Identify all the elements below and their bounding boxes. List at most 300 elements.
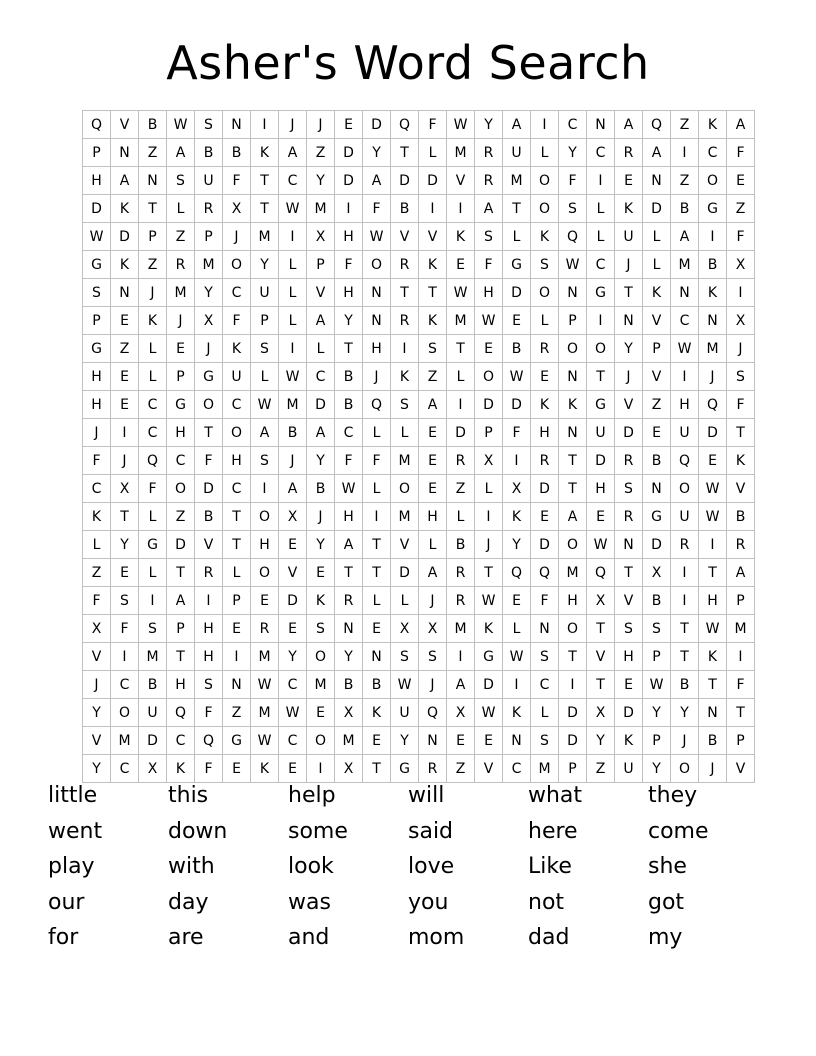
grid-cell: A — [335, 531, 363, 559]
grid-cell: O — [671, 475, 699, 503]
grid-cell: O — [531, 195, 559, 223]
grid-cell: R — [671, 531, 699, 559]
grid-cell: H — [475, 279, 503, 307]
grid-cell: H — [167, 671, 195, 699]
grid-cell: N — [531, 615, 559, 643]
grid-cell: W — [279, 699, 307, 727]
grid-row — [83, 111, 755, 139]
grid-cell: F — [363, 195, 391, 223]
grid-cell: J — [363, 363, 391, 391]
grid-cell: B — [335, 391, 363, 419]
grid-cell: S — [559, 195, 587, 223]
grid-cell: J — [167, 307, 195, 335]
grid-cell: E — [223, 615, 251, 643]
grid-cell: W — [699, 615, 727, 643]
grid-cell: E — [475, 727, 503, 755]
grid-cell: R — [391, 307, 419, 335]
word-list-item: come — [648, 818, 709, 844]
grid-cell: G — [139, 531, 167, 559]
grid-cell: O — [223, 251, 251, 279]
grid-cell: H — [195, 643, 223, 671]
grid-cell: X — [223, 195, 251, 223]
grid-cell: S — [251, 335, 279, 363]
grid-cell: K — [699, 279, 727, 307]
grid-cell: J — [475, 531, 503, 559]
grid-cell: T — [503, 195, 531, 223]
grid-cell: K — [447, 223, 475, 251]
grid-cell: R — [195, 559, 223, 587]
grid-cell: I — [307, 755, 335, 783]
grid-cell: O — [531, 279, 559, 307]
grid-cell: E — [419, 475, 447, 503]
grid-cell: L — [531, 307, 559, 335]
word-list — [48, 778, 788, 956]
grid-cell: E — [279, 531, 307, 559]
grid-row — [83, 335, 755, 363]
word-list-item: help — [288, 783, 336, 808]
grid-cell: C — [587, 139, 615, 167]
grid-cell: R — [335, 587, 363, 615]
grid-cell: L — [391, 419, 419, 447]
grid-cell: H — [559, 587, 587, 615]
grid-cell: L — [447, 503, 475, 531]
grid-cell: W — [559, 251, 587, 279]
grid-cell: L — [167, 195, 195, 223]
grid-cell: O — [587, 335, 615, 363]
grid-cell: T — [391, 279, 419, 307]
grid-cell: G — [643, 503, 671, 531]
grid-cell: A — [419, 391, 447, 419]
grid-cell: B — [363, 671, 391, 699]
grid-cell: N — [223, 671, 251, 699]
grid-cell: F — [419, 111, 447, 139]
grid-cell: N — [335, 615, 363, 643]
grid-cell: M — [727, 615, 755, 643]
grid-cell: Y — [307, 531, 335, 559]
grid-cell: K — [699, 111, 727, 139]
grid-cell: O — [475, 363, 503, 391]
grid-cell: Y — [475, 111, 503, 139]
grid-cell: R — [391, 251, 419, 279]
grid-cell: R — [167, 251, 195, 279]
grid-cell: M — [195, 251, 223, 279]
grid-cell: Q — [83, 111, 111, 139]
grid-cell: B — [335, 363, 363, 391]
word-list-item: went — [48, 818, 103, 844]
grid-cell: H — [83, 363, 111, 391]
grid-cell: P — [559, 755, 587, 783]
grid-cell: E — [419, 447, 447, 475]
grid-cell: X — [503, 475, 531, 503]
grid-cell: J — [279, 111, 307, 139]
grid-cell: W — [251, 671, 279, 699]
grid-cell: A — [167, 139, 195, 167]
grid-cell: T — [167, 559, 195, 587]
grid-cell: O — [111, 699, 139, 727]
grid-cell: L — [475, 475, 503, 503]
grid-cell: J — [279, 447, 307, 475]
grid-cell: J — [139, 279, 167, 307]
grid-cell: H — [335, 279, 363, 307]
grid-cell: W — [167, 111, 195, 139]
grid-cell: M — [447, 615, 475, 643]
grid-cell: H — [335, 223, 363, 251]
grid-row — [83, 195, 755, 223]
grid-cell: L — [139, 335, 167, 363]
grid-cell: Q — [503, 559, 531, 587]
grid-cell: Y — [363, 139, 391, 167]
grid-cell: L — [139, 363, 167, 391]
grid-cell: D — [279, 587, 307, 615]
grid-row — [83, 503, 755, 531]
grid-cell: V — [195, 531, 223, 559]
grid-cell: C — [335, 419, 363, 447]
grid-cell: T — [727, 699, 755, 727]
grid-cell: M — [251, 643, 279, 671]
grid-cell: K — [391, 363, 419, 391]
grid-cell: Z — [671, 111, 699, 139]
grid-cell: S — [531, 727, 559, 755]
grid-cell: Y — [391, 727, 419, 755]
grid-cell: U — [251, 279, 279, 307]
grid-cell: P — [475, 419, 503, 447]
grid-cell: T — [559, 475, 587, 503]
grid-cell: A — [727, 111, 755, 139]
grid-cell: A — [363, 167, 391, 195]
grid-cell: R — [447, 559, 475, 587]
grid-cell: W — [251, 727, 279, 755]
grid-cell: X — [279, 503, 307, 531]
grid-cell: Y — [643, 699, 671, 727]
grid-cell: A — [251, 419, 279, 447]
grid-cell: I — [139, 587, 167, 615]
grid-cell: R — [531, 447, 559, 475]
grid-cell: J — [671, 727, 699, 755]
grid-cell: X — [447, 699, 475, 727]
grid-row — [83, 531, 755, 559]
grid-cell: B — [139, 111, 167, 139]
grid-cell: W — [699, 503, 727, 531]
grid-cell: L — [503, 615, 531, 643]
grid-cell: H — [699, 587, 727, 615]
grid-cell: D — [111, 223, 139, 251]
grid-cell: K — [83, 503, 111, 531]
grid-cell: M — [111, 727, 139, 755]
letter-grid — [82, 110, 755, 783]
grid-cell: Z — [139, 139, 167, 167]
grid-cell: I — [587, 307, 615, 335]
grid-cell: A — [475, 195, 503, 223]
grid-cell: V — [83, 727, 111, 755]
grid-cell: P — [307, 251, 335, 279]
grid-cell: L — [419, 139, 447, 167]
grid-cell: Y — [335, 643, 363, 671]
grid-cell: C — [111, 755, 139, 783]
grid-cell: T — [251, 167, 279, 195]
grid-cell: S — [307, 615, 335, 643]
grid-cell: W — [503, 643, 531, 671]
grid-cell: T — [587, 671, 615, 699]
letter-grid-body — [83, 111, 755, 783]
word-list-item: with — [168, 854, 215, 879]
grid-cell: K — [307, 587, 335, 615]
grid-row — [83, 223, 755, 251]
grid-cell: Q — [167, 699, 195, 727]
grid-cell: W — [587, 531, 615, 559]
grid-cell: E — [419, 419, 447, 447]
grid-cell: O — [559, 335, 587, 363]
grid-row — [83, 447, 755, 475]
grid-cell: D — [447, 419, 475, 447]
grid-cell: A — [279, 139, 307, 167]
grid-cell: X — [643, 559, 671, 587]
grid-cell: A — [643, 139, 671, 167]
grid-cell: T — [223, 531, 251, 559]
grid-cell: T — [475, 559, 503, 587]
grid-cell: D — [615, 699, 643, 727]
grid-cell: R — [447, 587, 475, 615]
grid-cell: P — [559, 307, 587, 335]
grid-cell: T — [559, 447, 587, 475]
grid-cell: N — [559, 363, 587, 391]
grid-cell: C — [223, 391, 251, 419]
grid-cell: X — [391, 615, 419, 643]
grid-cell: W — [475, 587, 503, 615]
grid-cell: U — [671, 419, 699, 447]
grid-cell: G — [83, 251, 111, 279]
grid-cell: O — [223, 419, 251, 447]
grid-cell: I — [671, 363, 699, 391]
grid-cell: J — [727, 335, 755, 363]
grid-cell: X — [335, 755, 363, 783]
grid-cell: W — [671, 335, 699, 363]
grid-cell: Q — [419, 699, 447, 727]
grid-cell: V — [475, 755, 503, 783]
grid-cell: Q — [363, 391, 391, 419]
grid-cell: T — [587, 363, 615, 391]
grid-cell: E — [699, 447, 727, 475]
grid-cell: J — [223, 223, 251, 251]
grid-cell: F — [531, 587, 559, 615]
grid-cell: D — [475, 391, 503, 419]
grid-cell: S — [139, 615, 167, 643]
grid-cell: Y — [83, 699, 111, 727]
grid-cell: O — [167, 475, 195, 503]
grid-row — [83, 167, 755, 195]
grid-cell: G — [587, 391, 615, 419]
grid-cell: V — [391, 531, 419, 559]
grid-cell: G — [503, 251, 531, 279]
grid-cell: A — [111, 167, 139, 195]
grid-cell: M — [559, 559, 587, 587]
grid-cell: D — [419, 167, 447, 195]
grid-cell: A — [615, 111, 643, 139]
grid-cell: S — [83, 279, 111, 307]
grid-cell: X — [83, 615, 111, 643]
word-list-item: play — [48, 854, 95, 879]
grid-cell: O — [559, 615, 587, 643]
grid-cell: I — [111, 643, 139, 671]
grid-cell: Z — [671, 167, 699, 195]
grid-cell: G — [475, 643, 503, 671]
grid-row — [83, 727, 755, 755]
grid-cell: R — [195, 195, 223, 223]
word-list-item: this — [168, 783, 209, 808]
grid-cell: R — [475, 139, 503, 167]
grid-cell: Q — [587, 559, 615, 587]
grid-cell: D — [587, 447, 615, 475]
grid-cell: J — [195, 335, 223, 363]
grid-cell: L — [279, 279, 307, 307]
grid-cell: N — [419, 727, 447, 755]
grid-cell: O — [671, 755, 699, 783]
grid-cell: M — [251, 223, 279, 251]
grid-cell: T — [447, 335, 475, 363]
grid-cell: O — [559, 531, 587, 559]
grid-cell: H — [531, 419, 559, 447]
word-list-item: you — [408, 889, 449, 915]
grid-cell: D — [699, 419, 727, 447]
grid-cell: S — [419, 335, 447, 363]
grid-cell: K — [615, 727, 643, 755]
grid-cell: T — [727, 419, 755, 447]
grid-cell: K — [111, 195, 139, 223]
grid-cell: U — [195, 167, 223, 195]
grid-cell: K — [503, 503, 531, 531]
grid-cell: T — [699, 559, 727, 587]
grid-cell: S — [615, 475, 643, 503]
grid-cell: S — [251, 447, 279, 475]
grid-cell: O — [307, 643, 335, 671]
grid-cell: M — [671, 251, 699, 279]
grid-cell: I — [447, 391, 475, 419]
grid-cell: Z — [167, 503, 195, 531]
grid-cell: D — [615, 419, 643, 447]
grid-cell: D — [195, 475, 223, 503]
grid-cell: W — [643, 671, 671, 699]
grid-cell: L — [419, 531, 447, 559]
grid-cell: E — [279, 615, 307, 643]
grid-cell: F — [559, 167, 587, 195]
grid-cell: H — [671, 391, 699, 419]
grid-cell: C — [671, 307, 699, 335]
word-list-item: and — [288, 925, 330, 950]
grid-cell: P — [139, 223, 167, 251]
grid-cell: U — [139, 699, 167, 727]
grid-cell: X — [727, 251, 755, 279]
grid-row — [83, 307, 755, 335]
grid-cell: C — [587, 251, 615, 279]
grid-cell: E — [307, 699, 335, 727]
grid-cell: A — [671, 223, 699, 251]
grid-cell: T — [223, 503, 251, 531]
grid-cell: P — [727, 587, 755, 615]
grid-cell: F — [727, 671, 755, 699]
grid-cell: C — [531, 671, 559, 699]
grid-cell: K — [167, 755, 195, 783]
grid-cell: E — [111, 363, 139, 391]
grid-cell: I — [195, 587, 223, 615]
grid-cell: I — [503, 671, 531, 699]
grid-cell: V — [615, 391, 643, 419]
grid-row — [83, 671, 755, 699]
grid-cell: B — [643, 447, 671, 475]
grid-cell: W — [335, 475, 363, 503]
grid-cell: E — [643, 419, 671, 447]
grid-cell: X — [335, 699, 363, 727]
grid-cell: R — [615, 139, 643, 167]
grid-cell: I — [279, 335, 307, 363]
grid-cell: I — [671, 587, 699, 615]
grid-cell: U — [391, 699, 419, 727]
grid-cell: W — [447, 279, 475, 307]
grid-cell: E — [279, 755, 307, 783]
grid-cell: M — [391, 503, 419, 531]
grid-cell: E — [503, 587, 531, 615]
grid-cell: S — [727, 363, 755, 391]
grid-cell: H — [587, 475, 615, 503]
grid-cell: C — [83, 475, 111, 503]
grid-cell: M — [447, 307, 475, 335]
grid-cell: L — [587, 195, 615, 223]
grid-cell: Y — [671, 699, 699, 727]
grid-cell: N — [643, 475, 671, 503]
grid-cell: D — [391, 559, 419, 587]
grid-cell: U — [587, 419, 615, 447]
grid-cell: F — [363, 447, 391, 475]
grid-cell: I — [727, 643, 755, 671]
grid-cell: I — [419, 195, 447, 223]
grid-cell: L — [363, 419, 391, 447]
grid-cell: F — [111, 615, 139, 643]
grid-cell: P — [643, 335, 671, 363]
grid-cell: E — [615, 671, 643, 699]
grid-cell: X — [587, 587, 615, 615]
grid-cell: Y — [83, 755, 111, 783]
grid-cell: D — [559, 727, 587, 755]
grid-cell: O — [307, 727, 335, 755]
grid-cell: D — [307, 391, 335, 419]
grid-cell: C — [279, 671, 307, 699]
grid-cell: J — [83, 671, 111, 699]
grid-cell: H — [195, 615, 223, 643]
grid-cell: Z — [419, 363, 447, 391]
grid-cell: V — [727, 755, 755, 783]
grid-cell: D — [643, 531, 671, 559]
grid-cell: R — [615, 447, 643, 475]
grid-cell: F — [139, 475, 167, 503]
grid-cell: C — [167, 447, 195, 475]
grid-cell: E — [475, 335, 503, 363]
grid-cell: U — [615, 755, 643, 783]
grid-cell: S — [475, 223, 503, 251]
grid-cell: D — [83, 195, 111, 223]
grid-cell: A — [307, 307, 335, 335]
grid-cell: E — [587, 503, 615, 531]
grid-cell: E — [447, 727, 475, 755]
grid-cell: M — [447, 139, 475, 167]
word-list-item: look — [288, 854, 334, 879]
grid-cell: Y — [587, 727, 615, 755]
grid-row — [83, 615, 755, 643]
grid-cell: Y — [111, 531, 139, 559]
grid-cell: Z — [83, 559, 111, 587]
grid-cell: E — [167, 335, 195, 363]
grid-cell: P — [167, 363, 195, 391]
grid-cell: Y — [251, 251, 279, 279]
grid-cell: S — [391, 391, 419, 419]
grid-row — [83, 139, 755, 167]
